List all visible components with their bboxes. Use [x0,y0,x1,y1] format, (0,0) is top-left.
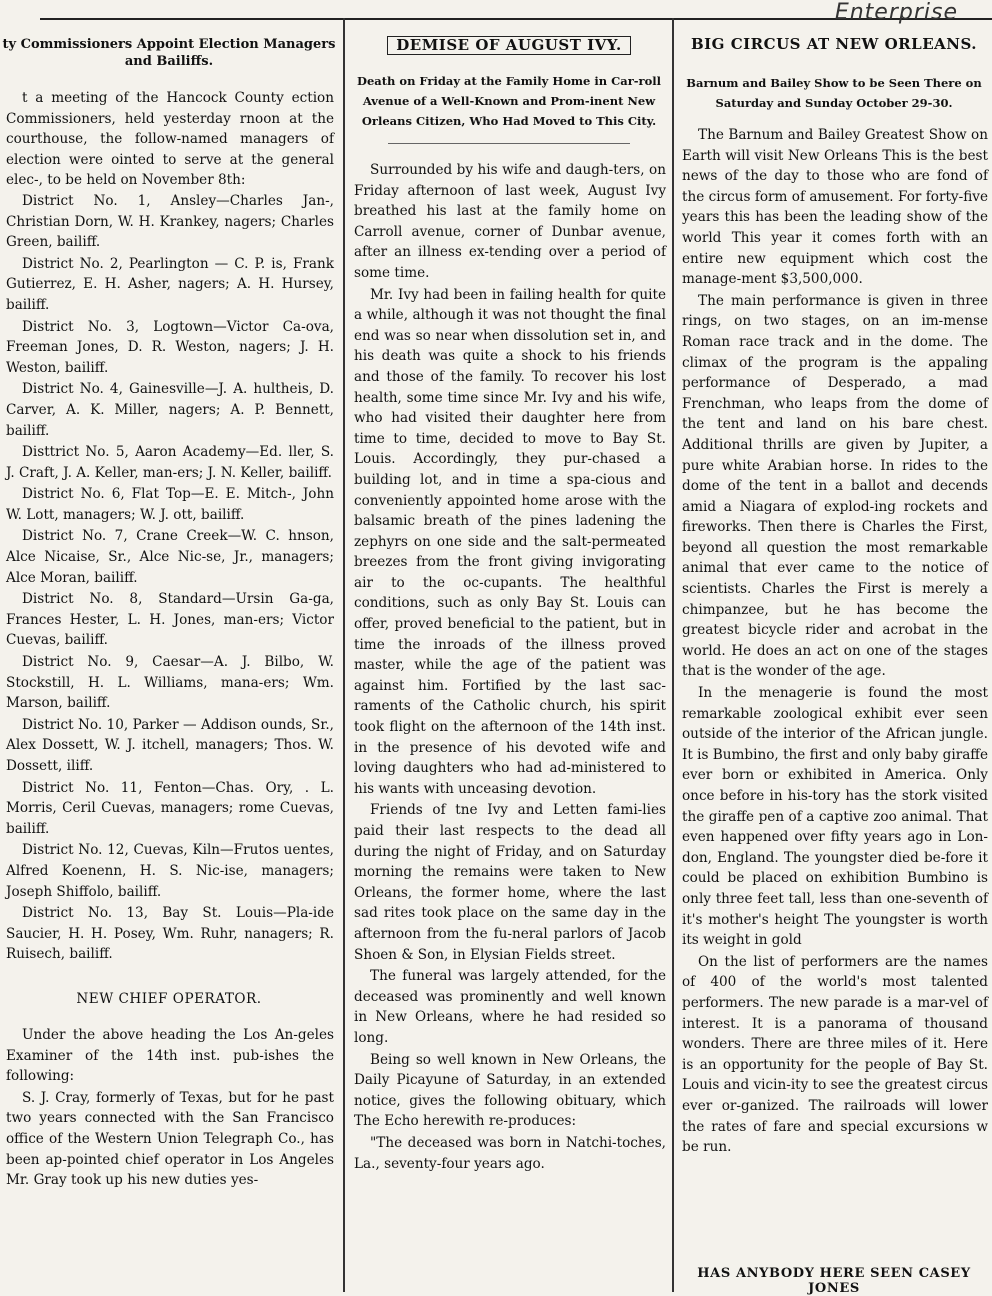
election-headline: ty Commissioners Appoint Election Managers and Bailiffs. [2,37,336,69]
operator-subhead: NEW CHIEF OPERATOR. [76,990,262,1007]
obituary-body [348,160,670,1174]
circus-paragraph: The main performance is given in three rings, on two stages, on an im-mense Roman race track and in the dome. The climax of the program is the appaling performance of Desperado, a mad Frenchman, who leaps from the dome of the tent and land on his bare chest. Additional thrills are given by Jupiter, a pure white Arabian horse. In rides to the dome of the tent in a ballot and decends amid a Niagara of explod-ing rockets and fireworks. Then there is Charles the First, beyond all question the most remarkable animal that ever came to the notice of scientists. Charles the First is merely a chimpanzee, but he has become the greatest bicycle rider and acrobat in the world. He does an act on one of the stages that is the wonder of the age. [682,292,988,680]
district-entry: District No. 3, Logtown—Victor Ca-ova, Freeman Jones, D. R. Weston, nagers; J. H. Weston, bailiff. [6,318,334,376]
district-entry: District No. 1, Ansley—Charles Jan-, Christian Dorn, W. H. Krankey, nagers; Charles Green, bailiff. [6,192,334,251]
column-election [0,28,338,1191]
obituary-paragraph: Friends of tne Ivy and Letten fami-lies paid their last respects to the dead all during the night of Friday, and on Saturday morning the remains were taken to New Orleans, the former home, where the last sad rites took place on the same day in the afternoon from the fu-neral parlors of Jacob Shoen & Son, in Elysian Fields street. [354,802,666,963]
district-entry: District No. 11, Fenton—Chas. Ory, . L. Morris, Ceril Cuevas, managers; rome Cuevas, bailiff. [6,779,334,837]
obituary-headline: DEMISE OF AUGUST IVY. [387,36,630,55]
district-entry: District No. 10, Parker — Addison ounds, Sr., Alex Dossett, W. J. itchell, managers; Thos. W. Dossett, iliff. [6,716,334,774]
column-obituary [348,28,670,1174]
district-entry: District No. 7, Crane Creek—W. C. hnson, Alce Nicaise, Sr., Alce Nic-se, Jr., managers; Alce Moran, bailiff. [6,528,334,586]
district-entry: Disttrict No. 5, Aaron Academy—Ed. ller, S. J. Craft, J. A. Keller, man-ers; J. N. Keller, bailiff. [6,444,334,481]
district-list [0,191,338,965]
district-entry: District No. 6, Flat Top—E. E. Mitch-, John W. Lott, managers; W. J. ott, bailiff. [6,486,334,523]
circus-headline: BIG CIRCUS AT NEW ORLEANS. [690,35,978,53]
district-entry: District No. 9, Caesar—A. J. Bilbo, W. Stockstill, H. L. Williams, mana-ers; Wm. Marson, bailiff. [6,654,334,712]
column-circus [676,28,992,1158]
circus-body [676,125,992,1158]
obituary-paragraph: The funeral was largely attended, for the deceased was prominently and well known in New Orleans, where he had resided so long. [354,968,666,1046]
operator-para-1: Under the above heading the Los An-geles Examiner of the 14th inst. pub-ishes the following: [6,1026,334,1085]
obituary-deck: Death on Friday at the Family Home in Car-roll Avenue of a Well-Known and Prom-inent New Orleans Citizen, Who Had Moved to This City. [356,74,662,128]
handwritten-note: Enterprise [834,0,958,25]
circus-paragraph: The Barnum and Bailey Greatest Show on Earth will visit New Orleans This is the best news of the day to those who are fond of the circus form of amusement. For forty-five years this has been the leading show of the world This year it comes forth with an entire new equipment which cost the manage-ment $3,500,000. [682,127,988,288]
district-entry: District No. 8, Standard—Ursin Ga-ga, Frances Hester, L. H. Jones, man-ers; Victor Cuevas, bailiff. [6,591,334,649]
district-entry: District No. 13, Bay St. Louis—Pla-ide Saucier, H. H. Posey, Wm. Ruhr, nanagers; R. Ruisech, bailiff. [6,905,334,963]
column-rule-1 [343,18,345,1292]
obituary-separator [388,143,630,144]
district-entry: District No. 4, Gainesville—J. A. hultheis, D. Carver, A. K. Miller, nagers; A. P. Bennett, bailiff. [6,381,334,439]
casey-jones-headline: HAS ANYBODY HERE SEEN CASEY JONES [697,1266,971,1296]
election-intro: t a meeting of the Hancock County ection Commissioners, held yesterday rnoon at the courthouse, the follow-named managers of election were ointed to serve at the general elec-, to be held on November 8th: [6,90,334,189]
circus-paragraph: In the menagerie is found the most remarkable zoological exhibit ever seen outside of the interior of the African jungle. It is Bumbino, the first and only baby giraffe ever born or exhibited in America. Only once before in his-tory has the stork visited the giraffe pen of a captive zoo animal. That even happened over fifty years ago in Lon-don, England. The youngster died be-fore it could be placed on exhibition Bumbino is only three feet tall, less than one-seventh of it's mother's height The youngster is worth its weight in gold [682,685,989,949]
operator-para-2: S. J. Cray, formerly of Texas, but for he past two years connected with the San Francisco office of the Western Union Telegraph Co., has been ap-pointed chief operator in Los Angeles Mr. Gray took up his new duties yes- [6,1089,334,1189]
column-rule-2 [672,18,674,1292]
obituary-paragraph: Surrounded by his wife and daugh-ters, on Friday afternoon of last week, August Ivy breathed his last at the family home on Carroll avenue, corner of Dunbar avenue, after an illness ex-tending over a period of some time. [354,162,666,281]
district-entry: District No. 12, Cuevas, Kiln—Frutos uentes, Alfred Koenenn, H. S. Nic-ise, managers; Joseph Shiffolo, bailiff. [6,842,334,900]
obituary-paragraph: Mr. Ivy had been in failing health for quite a while, although it was not thought the final end was so near when dissolution set in, and his death was quite a shock to his friends and those of the family. To recover his lost health, some time since Mr. Ivy and his wife, who had visited their daughter here from time to time, decided to move to Bay St. Louis. Accordingly, they pur-chased a building lot, and in time a spa-cious and conveniently appointed home arose with the balsamic breath of the pines ladening the zephyrs on one side and the salt-permeated breezes from the front giving invigorating air to the oc-cupants. The healthful conditions, such as only Bay St. Louis can offer, proved beneficial to the patient, but in time the inroads of the illness proved master, while the age of the patient was against him. Fortified by the last sac-raments of the Catholic church, his spirit took flight on the afternoon of the 14th inst. in the presence of his devoted wife and loving daughters who had ad-ministered to his wants with unceasing devotion. [354,286,666,797]
circus-paragraph: On the list of performers are the names of 400 of the world's most talented performers. The new parade is a mar-vel of interest. It is a panorama of thousand wonders. There are three miles of it. Here is an opportunity for the people of Bay St. Louis and vicin-ity to see the greatest circus ever or-ganized. The railroads will lower the rates of fare and special excursions w be run. [682,953,988,1156]
circus-deck: Barnum and Bailey Show to be Seen There on Saturday and Sunday October 29-30. [686,76,982,110]
district-entry: District No. 2, Pearlington — C. P. is, Frank Gutierrez, E. H. Asher, nagers; A. H. Hursey, bailiff. [6,255,334,313]
obituary-paragraph: "The deceased was born in Natchi-toches, La., seventy-four years ago. [354,1134,666,1172]
obituary-paragraph: Being so well known in New Orleans, the Daily Picayune of Saturday, in an extended notice, gives the following obituary, which The Echo herewith re-produces: [354,1051,666,1130]
